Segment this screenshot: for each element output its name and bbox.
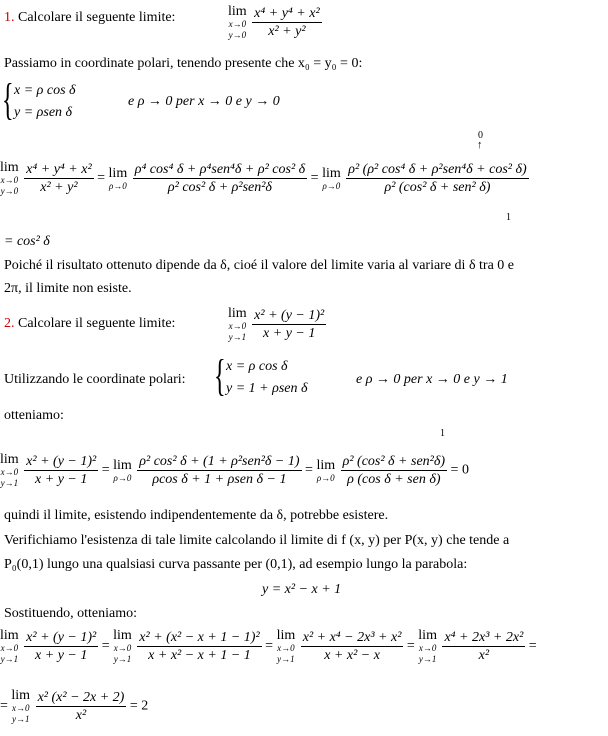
otteniamo-label: otteniamo: (4, 408, 64, 423)
substitution-steps: lim x→0 y→1 $\frac{\text{x² + (y − 1)²}}{x + y - 1}$ = lim x→0 y→1 $\frac{\text{x² + (x² − x + 1 − 1)²}}{\text{x + x² − x + 1 − 1}}$ = lim x→0 y→1 $\frac{\text{x² + x⁴ − 2x³ + x²}}{\text{x + x² − x}}$ = lim x→0 y→1 $\frac{\text{x⁴ + 2x³ + 2x²}}{\text{x²}}$ = (0, 628, 537, 664)
exercise-2-limit: lim x→0 y→1 $\frac{\text{x² + (y − 1)²}}{x + y - 1}$ (228, 306, 325, 342)
exercise-intro: Calcolare il seguente limite: (18, 316, 176, 331)
lim-operator: lim x→0 y→0 (228, 4, 247, 40)
up-arrow: ↑ (477, 139, 483, 151)
quindi-line: quindi il limite, esistendo indipendentemente da δ, potrebbe esistere. (4, 508, 389, 523)
system-brace: { (2, 75, 14, 124)
verification-line-1: Verifichiamo l'esistenza di tale limite calcolando il limite di f (x, y) per P(x, y) che tende a (4, 533, 510, 548)
exercise-1-zero-label: 0 (478, 130, 483, 141)
exercise-1-heading (4, 10, 175, 26)
exercise-number: 2. (4, 316, 15, 331)
limit-fraction: $\frac{\text{x⁴ + y⁴ + x²}}{\text{x² + y²}}$ (254, 6, 320, 39)
exercise-1-one-label: 1 (506, 212, 511, 223)
exercise-intro: Calcolare il seguente limite: (18, 10, 176, 25)
parabola-equation: y = x² − x + 1 (262, 582, 342, 597)
exercise-2-heading (4, 316, 175, 332)
polar-system-2: x = ρ cos δ y = 1 + ρsen δ (226, 359, 308, 396)
polar-condition: e ρ → 0 per x → 0 e y → 0 (128, 94, 280, 109)
exercise-2-one-label: 1 (440, 428, 445, 439)
exercise-2-steps: lim x→0 y→1 $\frac{\text{x² + (y − 1)²}}{x + y - 1}$ = lim ρ→0 $\frac{\text{ρ² cos² δ + (1 + ρ²sen²δ − 1)}}{\text{ρcos δ + 1 + ρsen δ − 1}}$ = lim ρ→0 $\frac{\text{ρ² (cos² δ + sen²δ)}}{\text{ρ (cos δ + sen δ)}}$ = 0 (0, 452, 469, 488)
exercise-1-conclusion-2: 2π, il limite non esiste. (4, 281, 132, 296)
sostituendo-label: Sostituendo, otteniamo: (4, 606, 137, 621)
polar-sentence-2: Utilizzando le coordinate polari: (4, 372, 186, 387)
exercise-1-conclusion-1: Poiché il risultato ottenuto dipende da δ, cioé il valore del limite varia al variare di δ tra 0 e (4, 258, 515, 273)
exercise-1-steps: lim x→0 y→0 $\frac{\text{x⁴ + y⁴ + x²}}{\text{x² + y²}}$ = lim ρ→0 $\frac{\text{ρ⁴ cos⁴ δ + ρ⁴sen⁴δ + ρ² cos² δ}}{\text{ρ² cos² δ + ρ²sen²δ}}$ = lim ρ→0 $\frac{\text{ρ² (ρ² cos⁴ δ + ρ²sen⁴δ + cos² δ)}}{\text{ρ² (cos² δ + sen² δ)}}$ (0, 160, 527, 196)
polar-condition-2: e ρ → 0 per x → 0 e y → 1 (356, 372, 508, 387)
exercise-number: 1. (4, 10, 15, 25)
polar-sentence: Passiamo in coordinate polari, tenendo presente che x₀ = y₀ = 0: (4, 56, 363, 71)
verification-line-2: P₀(0,1) lungo una qualsiasi curva passante per (0,1), ad esempio lungo la parabola: (4, 557, 468, 572)
polar-system: x = ρ cos δ y = ρsen δ (14, 83, 76, 120)
final-step: = lim x→0 y→1 $\frac{\text{x² (x² − 2x + 2)}}{\text{x²}}$ = 2 (0, 688, 149, 724)
exercise-1-limit (228, 4, 322, 41)
exercise-1-result: = cos² δ (4, 234, 50, 249)
system-brace-2: { (214, 351, 226, 400)
